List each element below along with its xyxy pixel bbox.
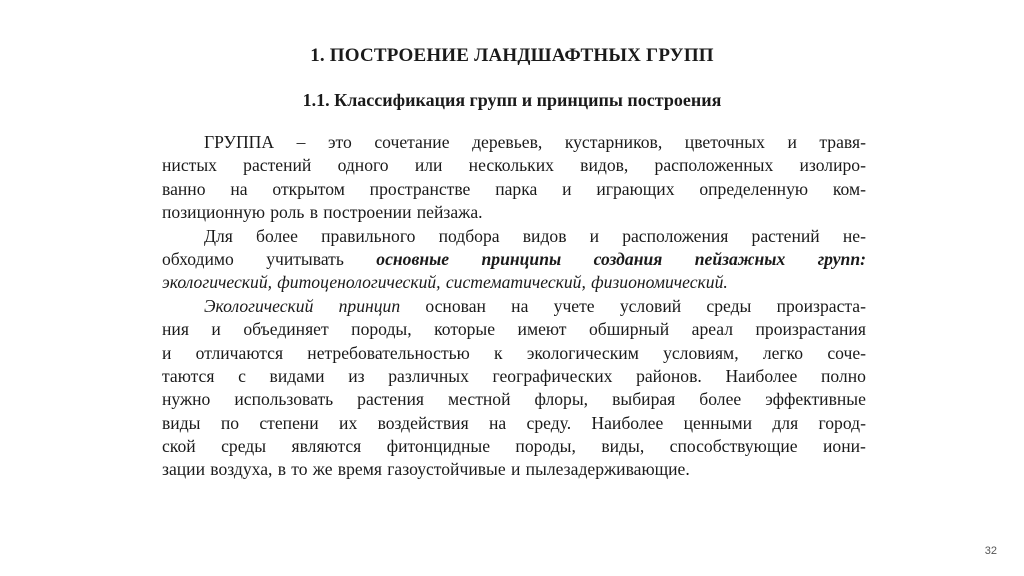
word: произраста- — [776, 295, 866, 316]
word: это — [327, 132, 352, 152]
word: районов. — [636, 365, 702, 386]
word: воздействия — [377, 412, 469, 433]
body-text — [162, 131, 866, 482]
word: ком- — [832, 178, 866, 199]
word: Наиболее — [725, 365, 798, 386]
word: произрастания — [755, 319, 866, 340]
word: виды — [162, 412, 201, 433]
word: растений — [243, 155, 312, 176]
word: обходимо — [162, 248, 234, 269]
word: расположения — [622, 225, 729, 246]
word: роль — [270, 202, 305, 223]
word: одного — [337, 155, 389, 176]
word: среды — [706, 295, 752, 316]
word: фитоценологический, — [277, 272, 441, 293]
word: к — [494, 342, 503, 363]
body-line — [162, 435, 866, 458]
word: играющих — [596, 178, 675, 199]
body-line — [162, 388, 866, 411]
word: и — [562, 178, 572, 199]
word: эффективные — [765, 389, 866, 410]
word: город- — [818, 412, 866, 433]
word: основные — [376, 248, 450, 269]
section-subtitle: 1.1. Классификация групп и принципы построения — [302, 90, 722, 110]
word: обширный — [588, 319, 670, 340]
word: правильного — [321, 225, 416, 246]
word: же — [312, 459, 333, 480]
word: ванно — [162, 178, 206, 199]
word: учитывать — [266, 248, 344, 269]
word: то — [291, 459, 308, 480]
word: породы, — [351, 319, 412, 340]
body-line — [162, 295, 866, 318]
word: виды, — [601, 436, 645, 457]
word: расположенных — [654, 155, 774, 176]
word: отличаются — [195, 342, 284, 363]
word: их — [339, 412, 358, 433]
word: растения — [357, 389, 424, 410]
word: в — [309, 202, 318, 223]
word: среды — [221, 436, 267, 457]
word: пространстве — [369, 178, 471, 199]
word: легко — [762, 342, 804, 363]
word: ГРУППА — [204, 132, 275, 152]
word: степени — [259, 412, 319, 433]
word: воздуха, — [210, 459, 273, 480]
word: нескольких — [468, 155, 554, 176]
word: с — [238, 365, 246, 386]
word: нужно — [162, 389, 211, 410]
word: газоустойчивые — [387, 459, 506, 480]
body-line — [162, 318, 866, 341]
word: из — [348, 365, 365, 386]
word: выбирая — [612, 389, 676, 410]
word: подбора — [438, 225, 500, 246]
word: иони- — [823, 436, 866, 457]
word: полно — [820, 365, 866, 386]
word: использовать — [234, 389, 334, 410]
word: видов, — [580, 155, 629, 176]
body-line — [162, 178, 866, 201]
word: травя- — [819, 132, 866, 152]
word: принцип — [338, 295, 401, 316]
word: имеют — [517, 319, 567, 340]
word: соче- — [827, 342, 866, 363]
word: построении — [323, 202, 412, 223]
word: зации — [162, 459, 206, 480]
word: фитонцидные — [386, 436, 490, 457]
word: условиям, — [663, 342, 739, 363]
word: таются — [162, 365, 215, 386]
word: создания — [593, 248, 663, 269]
word: среду. — [526, 412, 572, 433]
word: на — [230, 178, 248, 199]
body-line — [162, 154, 866, 177]
word: флоры, — [534, 389, 589, 410]
word: основан — [425, 295, 486, 316]
word: на — [488, 412, 507, 433]
word: цветочных — [684, 132, 765, 152]
word: изолиро- — [799, 155, 866, 176]
body-line — [162, 365, 866, 388]
word: и — [510, 459, 521, 480]
word: определенную — [699, 178, 809, 199]
word: ской — [162, 436, 196, 457]
word: – — [296, 132, 306, 152]
body-line — [162, 412, 866, 435]
word: по — [220, 412, 240, 433]
word: на — [511, 295, 529, 316]
word: нистых — [162, 155, 217, 176]
body-line — [162, 201, 866, 224]
word: местной — [448, 389, 511, 410]
word: групп: — [817, 248, 866, 269]
word: экологическим — [526, 342, 639, 363]
body-line — [162, 342, 866, 365]
body-line — [162, 225, 866, 248]
word: для — [772, 412, 799, 433]
word: Для — [204, 225, 233, 246]
word: сочетание — [374, 132, 450, 152]
word: кустарников, — [564, 132, 663, 152]
word: географических — [492, 365, 613, 386]
word: и — [162, 342, 172, 363]
word: более — [699, 389, 742, 410]
word: не- — [842, 225, 866, 246]
word: учете — [553, 295, 595, 316]
word: открытом — [272, 178, 345, 199]
word: породы, — [515, 436, 576, 457]
word: пылезадерживающие. — [525, 459, 690, 480]
word: пейзажных — [694, 248, 786, 269]
word: условий — [619, 295, 682, 316]
word: и — [211, 319, 221, 340]
word: объединяет — [243, 319, 329, 340]
word: являются — [291, 436, 362, 457]
body-line — [162, 131, 866, 154]
word: ценными — [683, 412, 753, 433]
word: Наиболее — [591, 412, 664, 433]
word: позиционную — [162, 202, 265, 223]
word: пейзажа. — [416, 202, 483, 223]
body-line — [162, 271, 866, 294]
word: экологический, — [162, 272, 273, 293]
word: более — [256, 225, 298, 246]
word: нетребовательностью — [307, 342, 470, 363]
word: ния — [162, 319, 189, 340]
word: видами — [269, 365, 325, 386]
word: которые — [434, 319, 496, 340]
word: видов — [522, 225, 567, 246]
page-number: 32 — [984, 545, 997, 557]
word: систематический, — [445, 272, 586, 293]
word: различных — [388, 365, 469, 386]
word: Экологический — [204, 295, 314, 316]
word: парка — [495, 178, 538, 199]
body-line — [162, 458, 866, 481]
word: и — [787, 132, 797, 152]
word: или — [414, 155, 443, 176]
word: в — [277, 459, 286, 480]
word: время — [337, 459, 382, 480]
body-line — [162, 248, 866, 271]
word: и — [589, 225, 600, 246]
word: деревьев, — [472, 132, 543, 152]
word: способствующие — [669, 436, 798, 457]
page-title: 1. ПОСТРОЕНИЕ ЛАНДШАФТНЫХ ГРУПП — [310, 45, 714, 66]
word: принципы — [481, 248, 562, 269]
word: ареал — [691, 319, 734, 340]
word: растений — [751, 225, 820, 246]
word: физиономический. — [591, 272, 728, 293]
